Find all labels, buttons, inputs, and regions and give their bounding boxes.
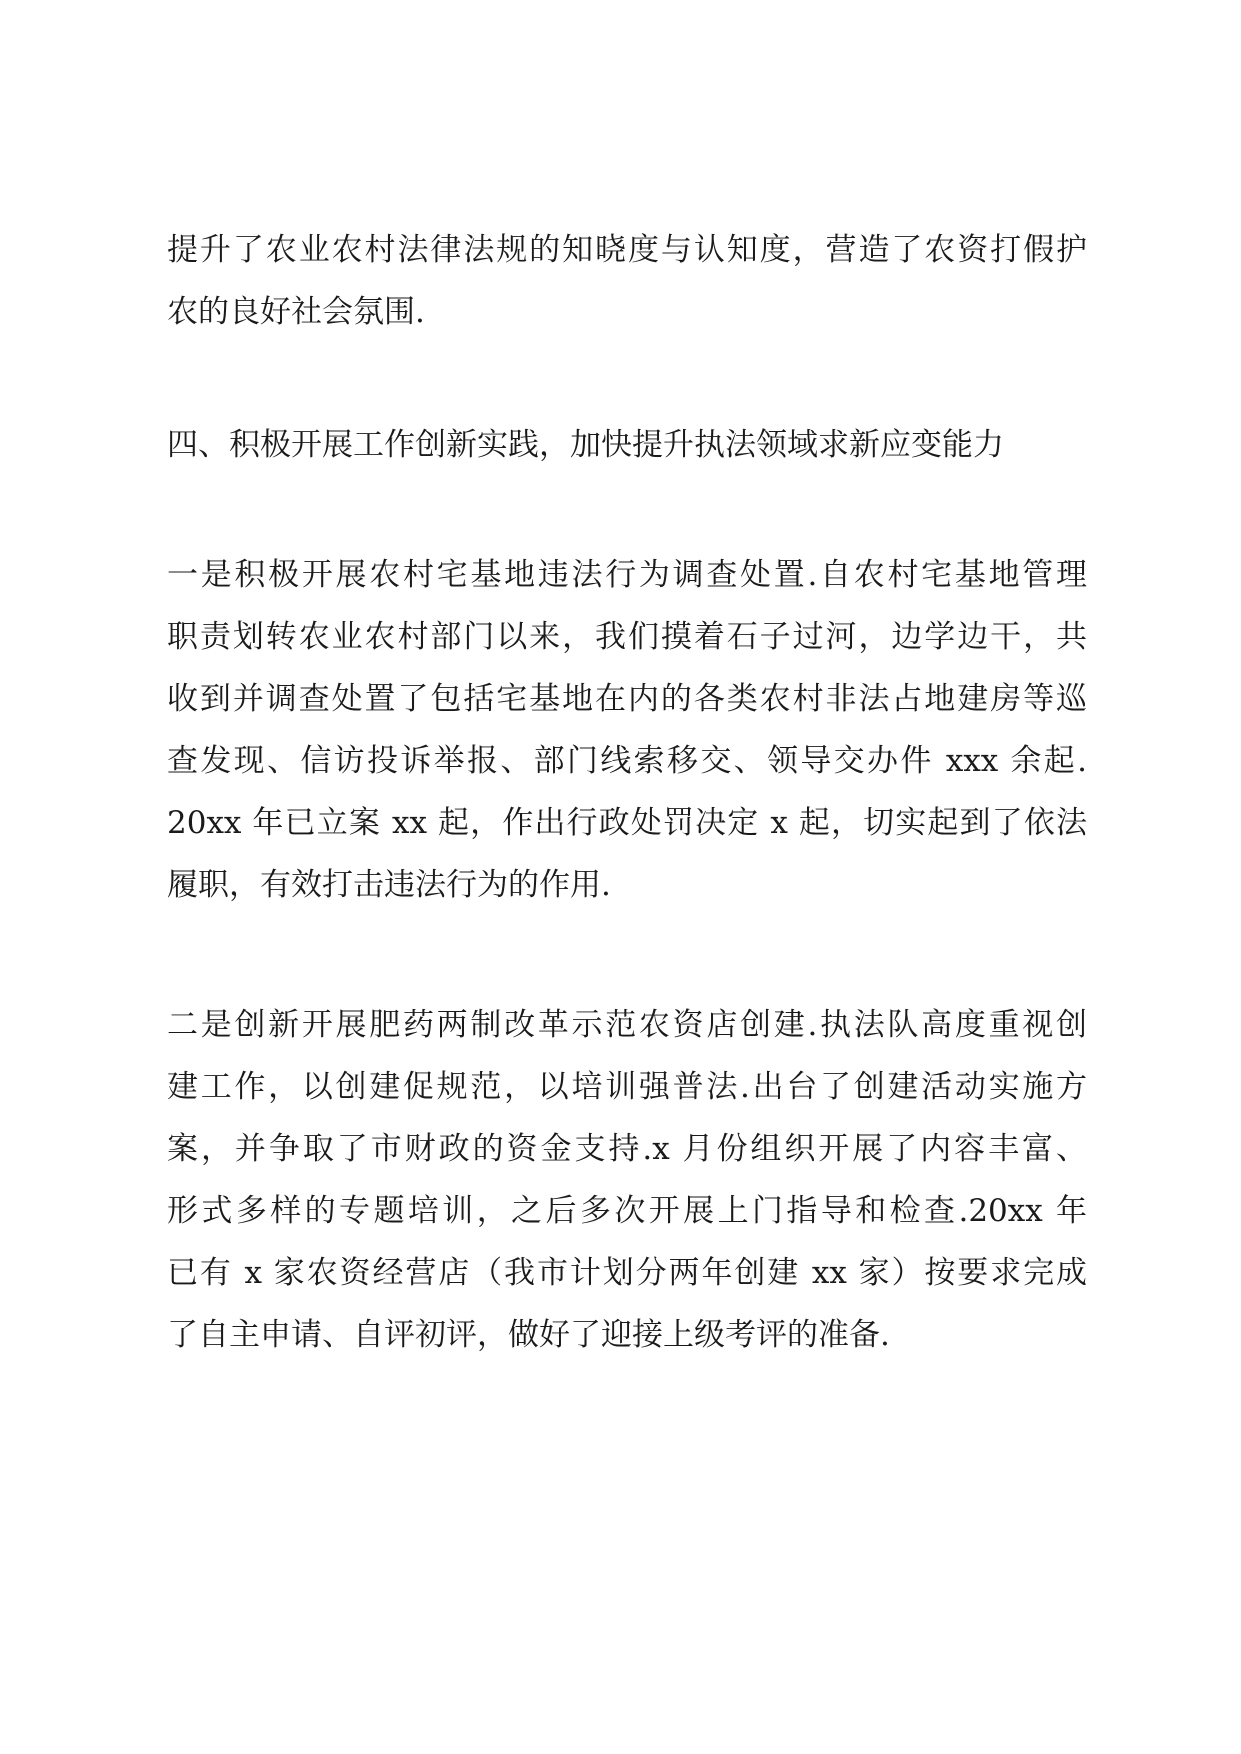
paragraph-line: 了自主申请、自评初评，做好了迎接上级考评的准备. <box>167 1317 890 1353</box>
paragraph-2 <box>167 544 1087 916</box>
paragraph-line: 农的良好社会氛围. <box>167 294 425 330</box>
paragraph-line: 已有 x 家农资经营店（我市计划分两年创建 xx 家）按要求完成 <box>167 1255 1087 1291</box>
paragraph-line: 二是创新开展肥药两制改革示范农资店创建.执法队高度重视创 <box>167 1007 1087 1043</box>
paragraph-3 <box>167 994 1087 1366</box>
section-heading-4 <box>167 414 1087 476</box>
paragraph-line: 一是积极开展农村宅基地违法行为调查处置.自农村宅基地管理 <box>167 557 1087 593</box>
paragraph-line: 职责划转农业农村部门以来，我们摸着石子过河，边学边干，共 <box>167 619 1087 655</box>
paragraph-line: 履职，有效打击违法行为的作用. <box>167 867 611 903</box>
paragraph-1 <box>167 219 1087 343</box>
paragraph-line: 20xx 年已立案 xx 起，作出行政处罚决定 x 起，切实起到了依法 <box>167 805 1087 841</box>
paragraph-line: 收到并调查处置了包括宅基地在内的各类农村非法占地建房等巡 <box>167 681 1087 717</box>
section-heading-text: 四、积极开展工作创新实践，加快提升执法领域求新应变能力 <box>167 427 1004 463</box>
paragraph-line: 提升了农业农村法律法规的知晓度与认知度，营造了农资打假护 <box>167 232 1087 268</box>
paragraph-line: 建工作，以创建促规范，以培训强普法.出台了创建活动实施方 <box>167 1069 1087 1105</box>
paragraph-line: 案，并争取了市财政的资金支持.x 月份组织开展了内容丰富、 <box>167 1131 1087 1167</box>
paragraph-line: 形式多样的专题培训，之后多次开展上门指导和检查.20xx 年 <box>167 1193 1087 1229</box>
paragraph-line: 查发现、信访投诉举报、部门线索移交、领导交办件 xxx 余起. <box>167 743 1087 779</box>
